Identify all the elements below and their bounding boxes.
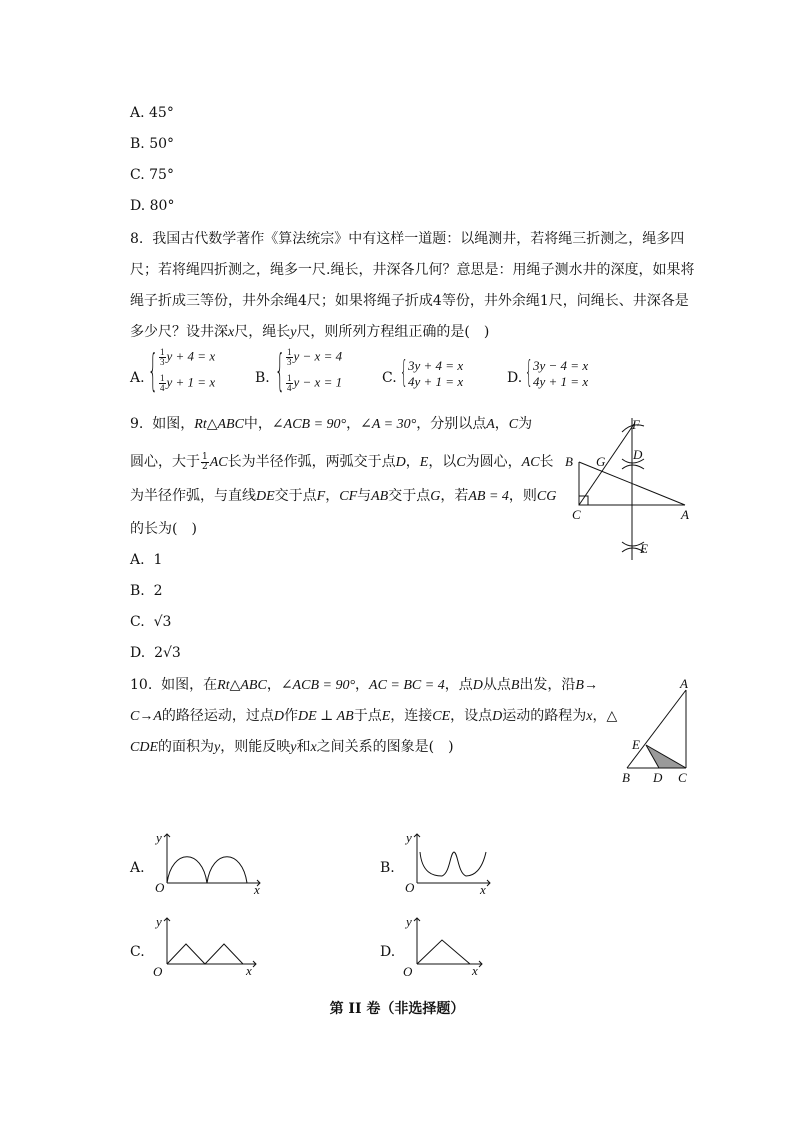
q7-option-a: A. 45° <box>130 105 174 121</box>
q9-option-a: A. 1 <box>130 552 163 568</box>
q9-label-d: D <box>633 447 643 462</box>
q10-graph-a <box>150 828 265 894</box>
graph-d-curve <box>417 940 470 964</box>
q10-line-3: CDE的面积为y，则能反映y和x之间关系的图象是( ) <box>130 739 454 755</box>
q9-option-c: C. √3 <box>130 614 172 630</box>
graph-a-curve <box>167 857 247 883</box>
q8-line-1: 8. 我国古代数学著作《算法统宗》中有这样一道题：以绳测井，若将绳三折测之，绳多四 <box>130 231 685 247</box>
q10-graph-d-label: D. <box>380 944 396 960</box>
svg-text:y: y <box>156 830 162 845</box>
svg-text:O: O <box>403 964 413 978</box>
q9-line-2: 圆心，大于 $\frac{1}{2}$ AC长为半径作弧，两弧交于点D，E，以C为圆心，AC长 <box>130 451 554 472</box>
svg-text:x: x <box>254 882 260 894</box>
q10-label-e: E <box>632 737 640 752</box>
q9-option-b: B. 2 <box>130 583 163 599</box>
q10-label-c: C <box>678 770 687 785</box>
q10-label-d: D <box>653 770 663 785</box>
svg-text:y: y <box>156 914 162 929</box>
q9-arc-d2 <box>622 465 644 469</box>
q9-line-4: 的长为( ) <box>130 521 197 537</box>
q9-label-c: C <box>572 507 581 522</box>
q9-label-e: E <box>640 541 648 556</box>
q7-option-b: B. 50° <box>130 136 175 152</box>
q10-graph-c <box>150 912 265 978</box>
q9-label-b: B <box>565 454 573 469</box>
q10-label-b: B <box>622 770 630 785</box>
svg-text:O: O <box>155 880 165 894</box>
q8-line-2: 尺；若将绳四折测之，绳多一尺.绳长，井深各几何？意思是：用绳子测水井的深度，如果将 <box>130 262 695 278</box>
q10-line-1: 10. 如图，在Rt△ABC，∠ACB = 90°，AC = BC = 4，点D从点B出发，沿B→ <box>130 677 598 693</box>
q10-graph-b-label: B. <box>380 860 395 876</box>
q9-line-cf <box>579 424 634 505</box>
q9-label-g: G <box>596 454 606 469</box>
q9-figure <box>560 412 700 567</box>
q9-line-1: 9. 如图，Rt△ABC中，∠ACB = 90°，∠A = 30°，分别以点A，C为 <box>130 416 533 432</box>
q10-graph-a-label: A. <box>130 860 145 876</box>
q7-option-c: C. 75° <box>130 167 174 183</box>
svg-text:x: x <box>472 963 478 978</box>
q8-line-4: 多少尺？设井深x尺，绳长y尺，则所列方程组正确的是( ) <box>130 324 490 340</box>
q9-label-a: A <box>681 507 689 522</box>
svg-text:O: O <box>153 964 163 978</box>
svg-text:x: x <box>246 963 252 978</box>
q8-line-3: 绳子折成三等份，井外余绳4尺；如果将绳子折成4等份，井外余绳1尺，问绳长、井深各是 <box>130 293 689 309</box>
q9-line-3: 为半径作弧，与直线DE交于点F，CF与AB交于点G，若AB = 4，则CG <box>130 488 557 504</box>
q10-graph-d <box>400 912 515 978</box>
section-heading: 第 II 卷（非选择题） <box>329 1001 465 1017</box>
graph-c-curve <box>167 944 243 964</box>
q7-option-d: D. 80° <box>130 198 175 214</box>
q10-label-a: A <box>680 676 688 691</box>
svg-text:y: y <box>406 914 412 929</box>
q10-graph-c-label: C. <box>130 944 145 960</box>
svg-text:O: O <box>405 880 415 894</box>
svg-text:x: x <box>480 882 486 894</box>
q10-graph-b <box>400 828 515 894</box>
q9-label-f: F <box>632 417 640 432</box>
q9-option-d: D. 2√3 <box>130 645 181 661</box>
graph-b-curve <box>420 852 486 876</box>
q10-line-2: C→A的路径运动，过点D作DE ⊥ AB于点E，连接CE，设点D运动的路程为x，△ <box>130 708 618 724</box>
q10-figure <box>610 672 700 787</box>
svg-text:y: y <box>406 830 412 845</box>
